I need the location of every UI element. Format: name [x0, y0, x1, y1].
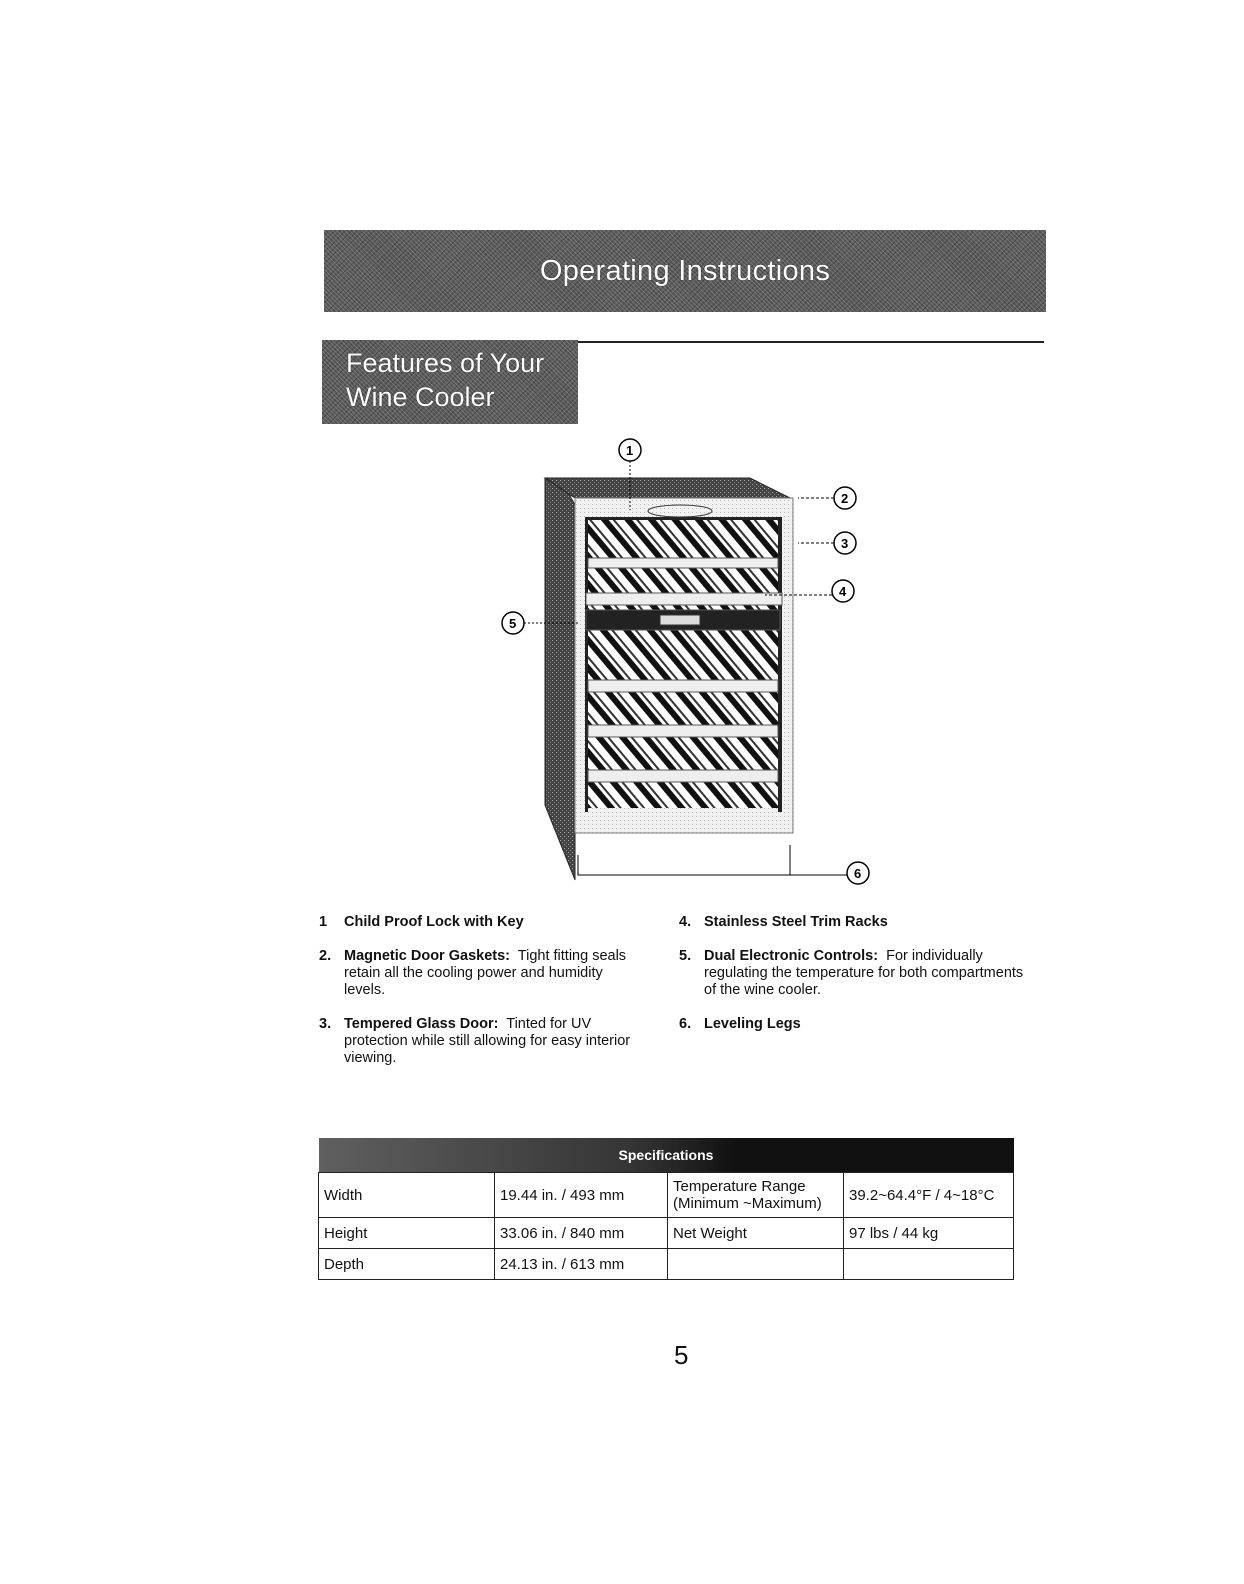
feature-title: Tempered Glass Door:: [344, 1016, 499, 1032]
feature-number: 3.: [319, 1016, 332, 1032]
feature-item-1: [319, 914, 639, 931]
spec-label: Width: [319, 1173, 495, 1218]
svg-text:6: 6: [854, 866, 862, 881]
specifications-table: [318, 1138, 1014, 1280]
svg-text:2: 2: [841, 491, 849, 506]
svg-text:4: 4: [839, 584, 847, 599]
svg-text:1: 1: [626, 443, 634, 458]
table-row: [319, 1173, 1014, 1218]
feature-title: Dual Electronic Controls:: [704, 948, 879, 964]
feature-title: Stainless Steel Trim Racks: [704, 914, 888, 930]
spec-value: 33.06 in. / 840 mm: [495, 1218, 668, 1249]
feature-number: 1: [319, 914, 328, 930]
section-title-line1: Features of Your: [346, 348, 545, 378]
spec-value: 97 lbs / 44 kg: [844, 1218, 1014, 1249]
spec-label: [668, 1249, 844, 1280]
feature-number: 5.: [679, 948, 692, 964]
feature-number: 4.: [679, 914, 692, 930]
feature-item-5: [679, 948, 1029, 999]
features-list-right: [679, 914, 1029, 1050]
table-row: [319, 1249, 1014, 1280]
spec-label: Temperature Range (Minimum ~Maximum): [668, 1173, 844, 1218]
section-rule: [578, 341, 1044, 343]
table-row: [319, 1218, 1014, 1249]
wine-cooler-diagram: [490, 430, 880, 890]
header-banner: [324, 230, 1046, 312]
feature-description: Tight fitting seals retain all the cooling power and humidity levels.: [344, 948, 627, 998]
spec-value: [844, 1249, 1014, 1280]
section-title-box: [322, 340, 578, 424]
svg-text:5: 5: [509, 616, 517, 631]
banner-title: Operating Instructions: [539, 254, 831, 287]
specifications-title: Specifications: [319, 1138, 1014, 1173]
feature-number: 6.: [679, 1016, 692, 1032]
feature-description: For individually regulating the temperature for both compartments of the wine cooler.: [704, 948, 1024, 998]
feature-item-4: [679, 914, 1029, 931]
spec-label: Depth: [319, 1249, 495, 1280]
spec-value: 24.13 in. / 613 mm: [495, 1249, 668, 1280]
svg-text:3: 3: [841, 536, 849, 551]
feature-title: Magnetic Door Gaskets:: [344, 948, 510, 964]
section-title-line2: Wine Cooler: [346, 382, 495, 412]
feature-description: Tinted for UV protection while still allowing for easy interior viewing.: [344, 1016, 631, 1066]
feature-item-2: [319, 948, 639, 999]
features-list-left: [319, 914, 639, 1084]
feature-item-6: [679, 1016, 1029, 1033]
spec-label: Height: [319, 1218, 495, 1249]
spec-value: 39.2~64.4°F / 4~18°C: [844, 1173, 1014, 1218]
feature-title: Child Proof Lock with Key: [344, 914, 524, 930]
page-number: 5: [674, 1340, 689, 1370]
feature-number: 2.: [319, 948, 332, 964]
spec-value: 19.44 in. / 493 mm: [495, 1173, 668, 1218]
feature-title: Leveling Legs: [704, 1016, 801, 1032]
spec-label: Net Weight: [668, 1218, 844, 1249]
feature-item-3: [319, 1016, 639, 1067]
